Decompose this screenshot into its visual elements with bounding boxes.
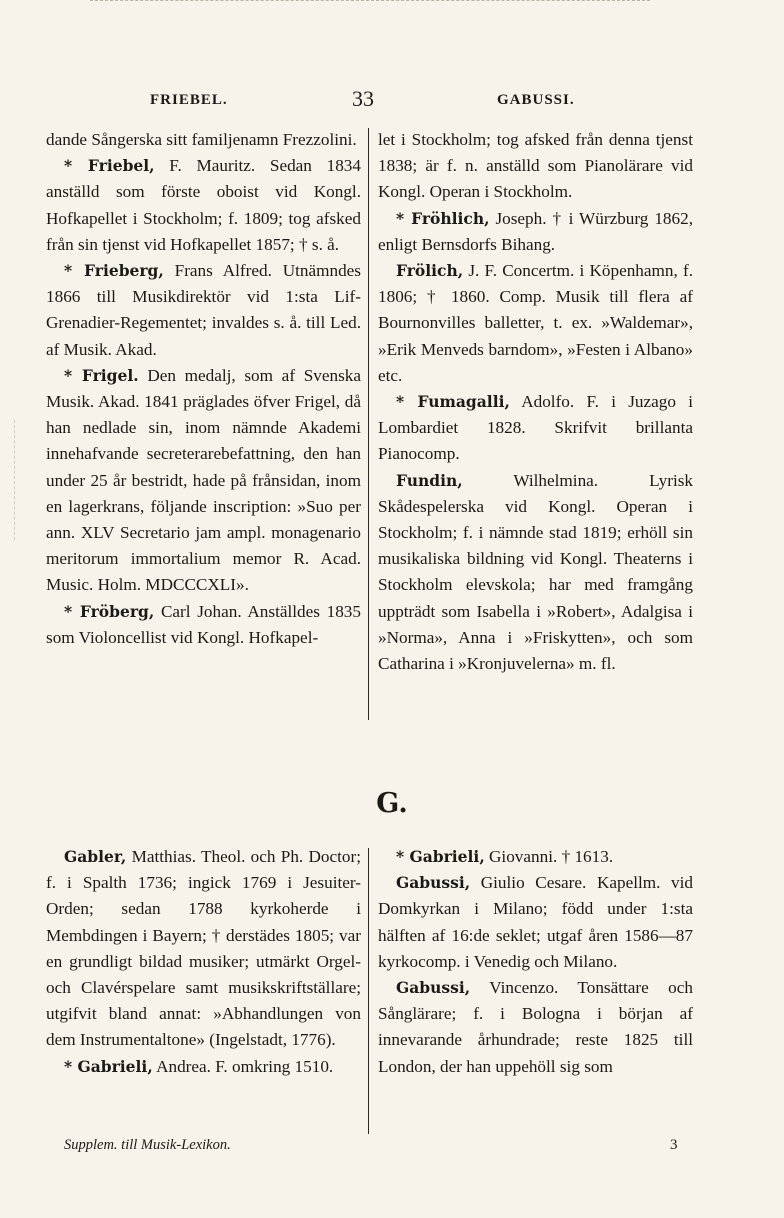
column-bottom-right [378,844,693,1080]
entry-name: Gabussi, [396,873,471,893]
entry-name: * Frieberg, [64,261,164,281]
column-bottom-left [46,844,361,1080]
entry-name: * Gabrieli, [396,847,485,866]
footer-signature: Supplem. till Musik-Lexikon. [64,1137,231,1153]
entry-text: Giovanni. † 1613. [484,847,614,866]
entry-gabrieli-andrea [46,1054,361,1080]
entry-text: Wilhelmina. Lyrisk Skådespelerska vid Kongl. Operan i Stockholm; f. i nämnde stad 1819; erhöll sin musikaliska bildning vid Kongl. Theaterns i Stockholm elevskola; har med framgång uppträdt som Isabella i »Robert», Adalgisa i »Norma», Anna i »Friskytten», och som Catharina i »Kronjuvelerna» m. fl. [378,470,693,674]
entry-gabler [46,844,361,1054]
column-top-right [378,127,693,677]
entry-name: * Frigel. [64,365,139,385]
running-head-left: FRIEBEL. [150,92,228,108]
entry-gabussi-giulio [378,870,693,975]
entry-frohlich [378,206,693,258]
running-head [0,86,784,114]
entry-text: Giulio Cesare. Kapellm. vid Domkyrkan i Milano; född under 1:sta hälften af 16:de seklet; utgaf åren 1586—87 kyrkocomp. i Venedig och Milano. [378,873,693,971]
entry-name: Frölich, [396,261,464,281]
entry-frolich [378,258,693,389]
column-divider [368,848,369,1134]
section-letter: G. [376,788,408,819]
entry-text: Frans Alfred. Utnämndes 1866 till Musikdirektör vid 1:sta Lif-Grenadier-Regementet; invaldes s. å. till Led. af Musik. Akad. [46,261,361,359]
entry-name: * Fröhlich, [396,208,490,228]
entry-gabrieli-giovanni [378,844,693,870]
footer-sheet-number: 3 [670,1137,678,1153]
entry-friebel [46,153,361,258]
entry-name: * Gabrieli, [64,1056,153,1076]
page-margin-mark [14,420,15,540]
entry-continuation: let i Stockholm; tog afsked från denna tjenst 1838; är f. n. anställd som Pianolärare vid Kongl. Operan i Stockholm. [378,130,693,202]
entry-text: Andrea. F. omkring 1510. [152,1056,334,1076]
entry-name: Gabussi, [396,978,471,998]
page-edge-line [90,0,650,1]
entry-text: Den medalj, som af Svenska Musik. Akad. 1841 präglades öfver Frigel, då han nedlade sin, inom nämnde Akademi innehafvande secreterarebefattning, den han under 25 år bestridt, hade på frånsidan, inom en lagerkrans, följande inscription: »Suo per ann. XLV Secretario jam ampl. monagenario meritorum immortalium memor R. Acad. Music. Holm. MDCCCXLI». [46,365,361,595]
entry-frieberg [46,258,361,363]
entry-text: Adolfo. F. i Juzago i Lombardiet 1828. Skrifvit brillanta Pianocomp. [378,392,694,464]
entry-name: * Fumagalli, [396,392,510,412]
entry-name: * Fröberg, [64,601,155,621]
entry-gabussi-vincenzo [378,975,693,1080]
entry-text: Carl Johan. Anställdes 1835 som Violoncellist vid Kongl. Hofkapel- [46,601,361,647]
entry-frigel [46,363,361,599]
entry-fumagalli [378,389,693,468]
entry-name: Gabler, [64,847,127,866]
entry-continuation: dande Sångerska sitt familjenamn Frezzolini. [46,130,357,149]
entry-froberg [46,599,361,651]
entry-text: F. Mauritz. Sedan 1834 anställd som förste oboist vid Kongl. Hofkapellet i Stockholm; f. 1809; tog afsked från sin tjenst vid Hofkapellet 1857; † s. å. [46,156,361,254]
entry-text: Joseph. † i Würzburg 1862, enligt Bernsdorfs Bihang. [378,208,693,254]
column-top-left [46,127,361,651]
entry-text: Matthias. Theol. och Ph. Doctor; f. i Spalth 1736; ingick 1769 i Jesuiter-Orden; sedan 1788 kyrkoherde i Membdingen i Bayern; † derstädes 1805; var en grundligt bildad musiker; utmärkt Orgel- och Clavérspelare samt musikskriftställare; utgifvit bland annat: »Abhandlungen von dem Instrumentaltone» (Ingelstadt, 1776). [46,847,361,1050]
entry-text: Vincenzo. Tonsättare och Sånglärare; f. i Bologna i början af innevarande århundrade; reste 1825 till London, der han uppehöll sig som [378,978,693,1076]
column-divider [368,128,369,720]
entry-name: * Friebel, [64,156,155,176]
entry-fundin [378,468,693,678]
running-head-right: GABUSSI. [497,92,575,108]
entry-name: Fundin, [396,470,463,490]
page-number: 33 [352,86,374,111]
entry-text: J. F. Concertm. i Köpenhamn, f. 1806; † 1860. Comp. Musik till flera af Bournonvilles balletter, t. ex. »Waldemar», »Erik Menveds barndom», »Festen i Albano» etc. [378,261,693,385]
